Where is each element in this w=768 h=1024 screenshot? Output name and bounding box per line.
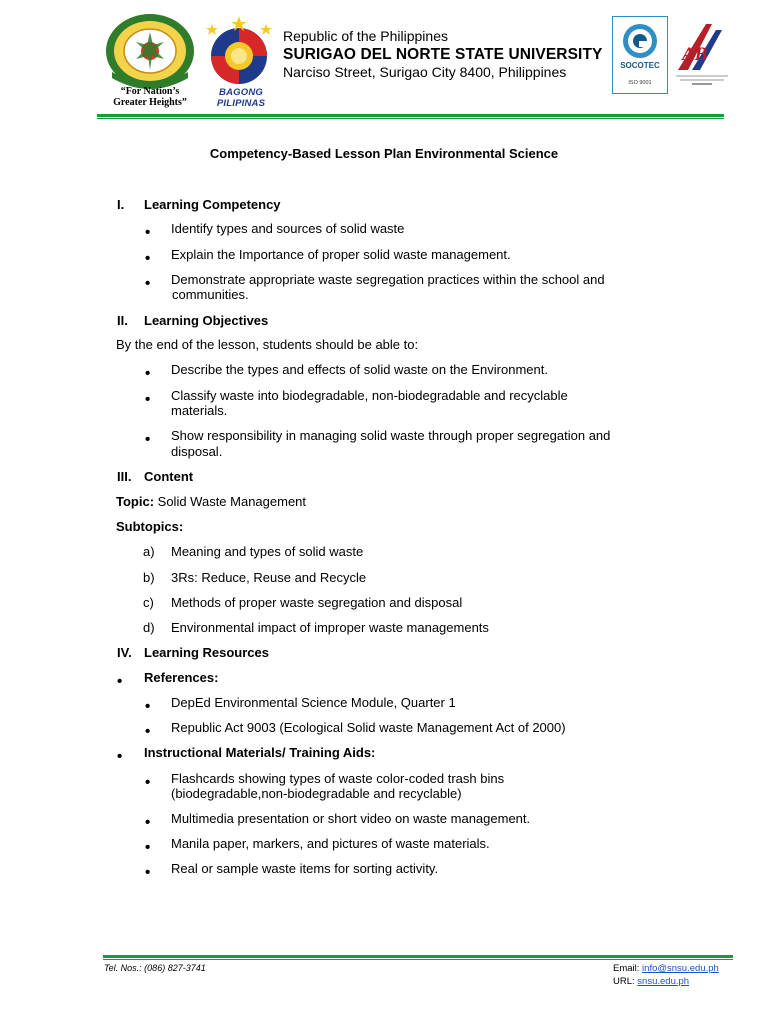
pab-fine-print [670,73,734,87]
section-numeral: I. [117,197,125,212]
university-motto: “For Nation’s Greater Heights” [113,86,187,108]
bullet-icon: • [145,698,151,715]
section-heading: Learning Competency [144,197,281,212]
url-line [613,976,689,987]
subtopic-item: 3Rs: Reduce, Reuse and Recycle [171,570,367,585]
email-link[interactable]: info@snsu.edu.ph [642,963,719,974]
bullet-icon: • [145,250,151,267]
subtopic-letter: d) [143,620,155,635]
url-label: URL: [613,976,638,987]
subtopic-item: Environmental impact of improper waste managements [171,620,489,635]
subtopics-label: Subtopics: [116,519,184,534]
bullet-icon: • [145,391,151,408]
header-divider [97,114,724,117]
university-name: SURIGAO DEL NORTE STATE UNIVERSITY [283,46,603,63]
bullet-icon: • [145,723,151,740]
list-item: Demonstrate appropriate waste segregation practices within the school and [171,272,605,287]
subtopic-letter: c) [143,595,154,610]
bagong-pilipinas-label: BAGONG PILIPINAS [216,87,266,109]
section-numeral: III. [117,469,132,484]
subtopic-letter: b) [143,570,155,585]
pab-label: AB [682,44,708,65]
bullet-icon: • [145,431,151,448]
socotec-label: SOCOTEC [620,61,660,70]
section-intro: By the end of the lesson, students should be able to: [116,337,419,352]
list-item: Classify waste into biodegradable, non-biodegradable and recyclable [171,388,568,403]
bullet-icon: • [117,673,123,690]
letterhead-text [283,28,602,81]
republic-label: Republic of the Philippines [283,28,448,44]
material-item: Real or sample waste items for sorting activity. [171,861,439,876]
bullet-icon: • [145,814,151,831]
footer-divider-thin [103,959,733,960]
section-numeral: II. [117,313,128,328]
list-item: Explain the Importance of proper solid waste management. [171,247,511,262]
materials-label: Instructional Materials/ Training Aids: [144,745,376,760]
list-item: Describe the types and effects of solid waste on the Environment. [171,362,548,377]
section-heading: Content [144,469,194,484]
socotec-logo-icon [620,22,660,60]
list-item-continuation: communities. [172,287,249,302]
subtopic-letter: a) [143,544,155,559]
list-item: Identify types and sources of solid waste [171,221,405,236]
bullet-icon: • [145,864,151,881]
header-divider-thin [97,118,724,119]
bagong-pilipinas-logo [198,14,280,88]
footer-divider [103,955,733,958]
bullet-icon: • [117,748,123,765]
iso-label: ISO 9001 [628,80,652,86]
reference-item: DepEd Environmental Science Module, Quarter 1 [171,695,456,710]
telephone-numbers: Tel. Nos.: (086) 827-3741 [104,963,206,973]
topic-value: Solid Waste Management [157,494,307,509]
subtopic-item: Methods of proper waste segregation and disposal [171,595,463,610]
material-item: Flashcards showing types of waste color-coded trash bins [171,771,505,786]
university-address: Narciso Street, Surigao City 8400, Philippines [283,64,567,80]
section-numeral: IV. [117,645,132,660]
email-label: Email: [613,963,643,974]
material-item: Manila paper, markers, and pictures of waste materials. [171,836,490,851]
document-title: Competency-Based Lesson Plan Environmental Science [209,146,559,161]
bullet-icon: • [145,365,151,382]
reference-item: Republic Act 9003 (Ecological Solid waste Management Act of 2000) [171,720,566,735]
bullet-icon: • [145,774,151,791]
bullet-icon: • [145,839,151,856]
topic-line [116,494,306,509]
material-item: Multimedia presentation or short video on waste management. [171,811,531,826]
topic-label: Topic: [116,494,155,509]
subtopic-item: Meaning and types of solid waste [171,544,364,559]
material-item-continuation: (biodegradable,non-biodegradable and recyclable) [171,786,462,801]
email-line [613,963,719,974]
bullet-icon: • [145,224,151,241]
bullet-icon: • [145,275,151,292]
list-item-continuation: disposal. [171,444,223,459]
list-item: Show responsibility in managing solid waste through proper segregation and [171,428,611,443]
list-item-continuation: materials. [171,403,228,418]
section-heading: Learning Resources [144,645,269,660]
references-label: References: [144,670,219,685]
university-seal-logo [104,12,196,90]
section-heading: Learning Objectives [144,313,269,328]
website-link[interactable]: snsu.edu.ph [637,976,690,987]
